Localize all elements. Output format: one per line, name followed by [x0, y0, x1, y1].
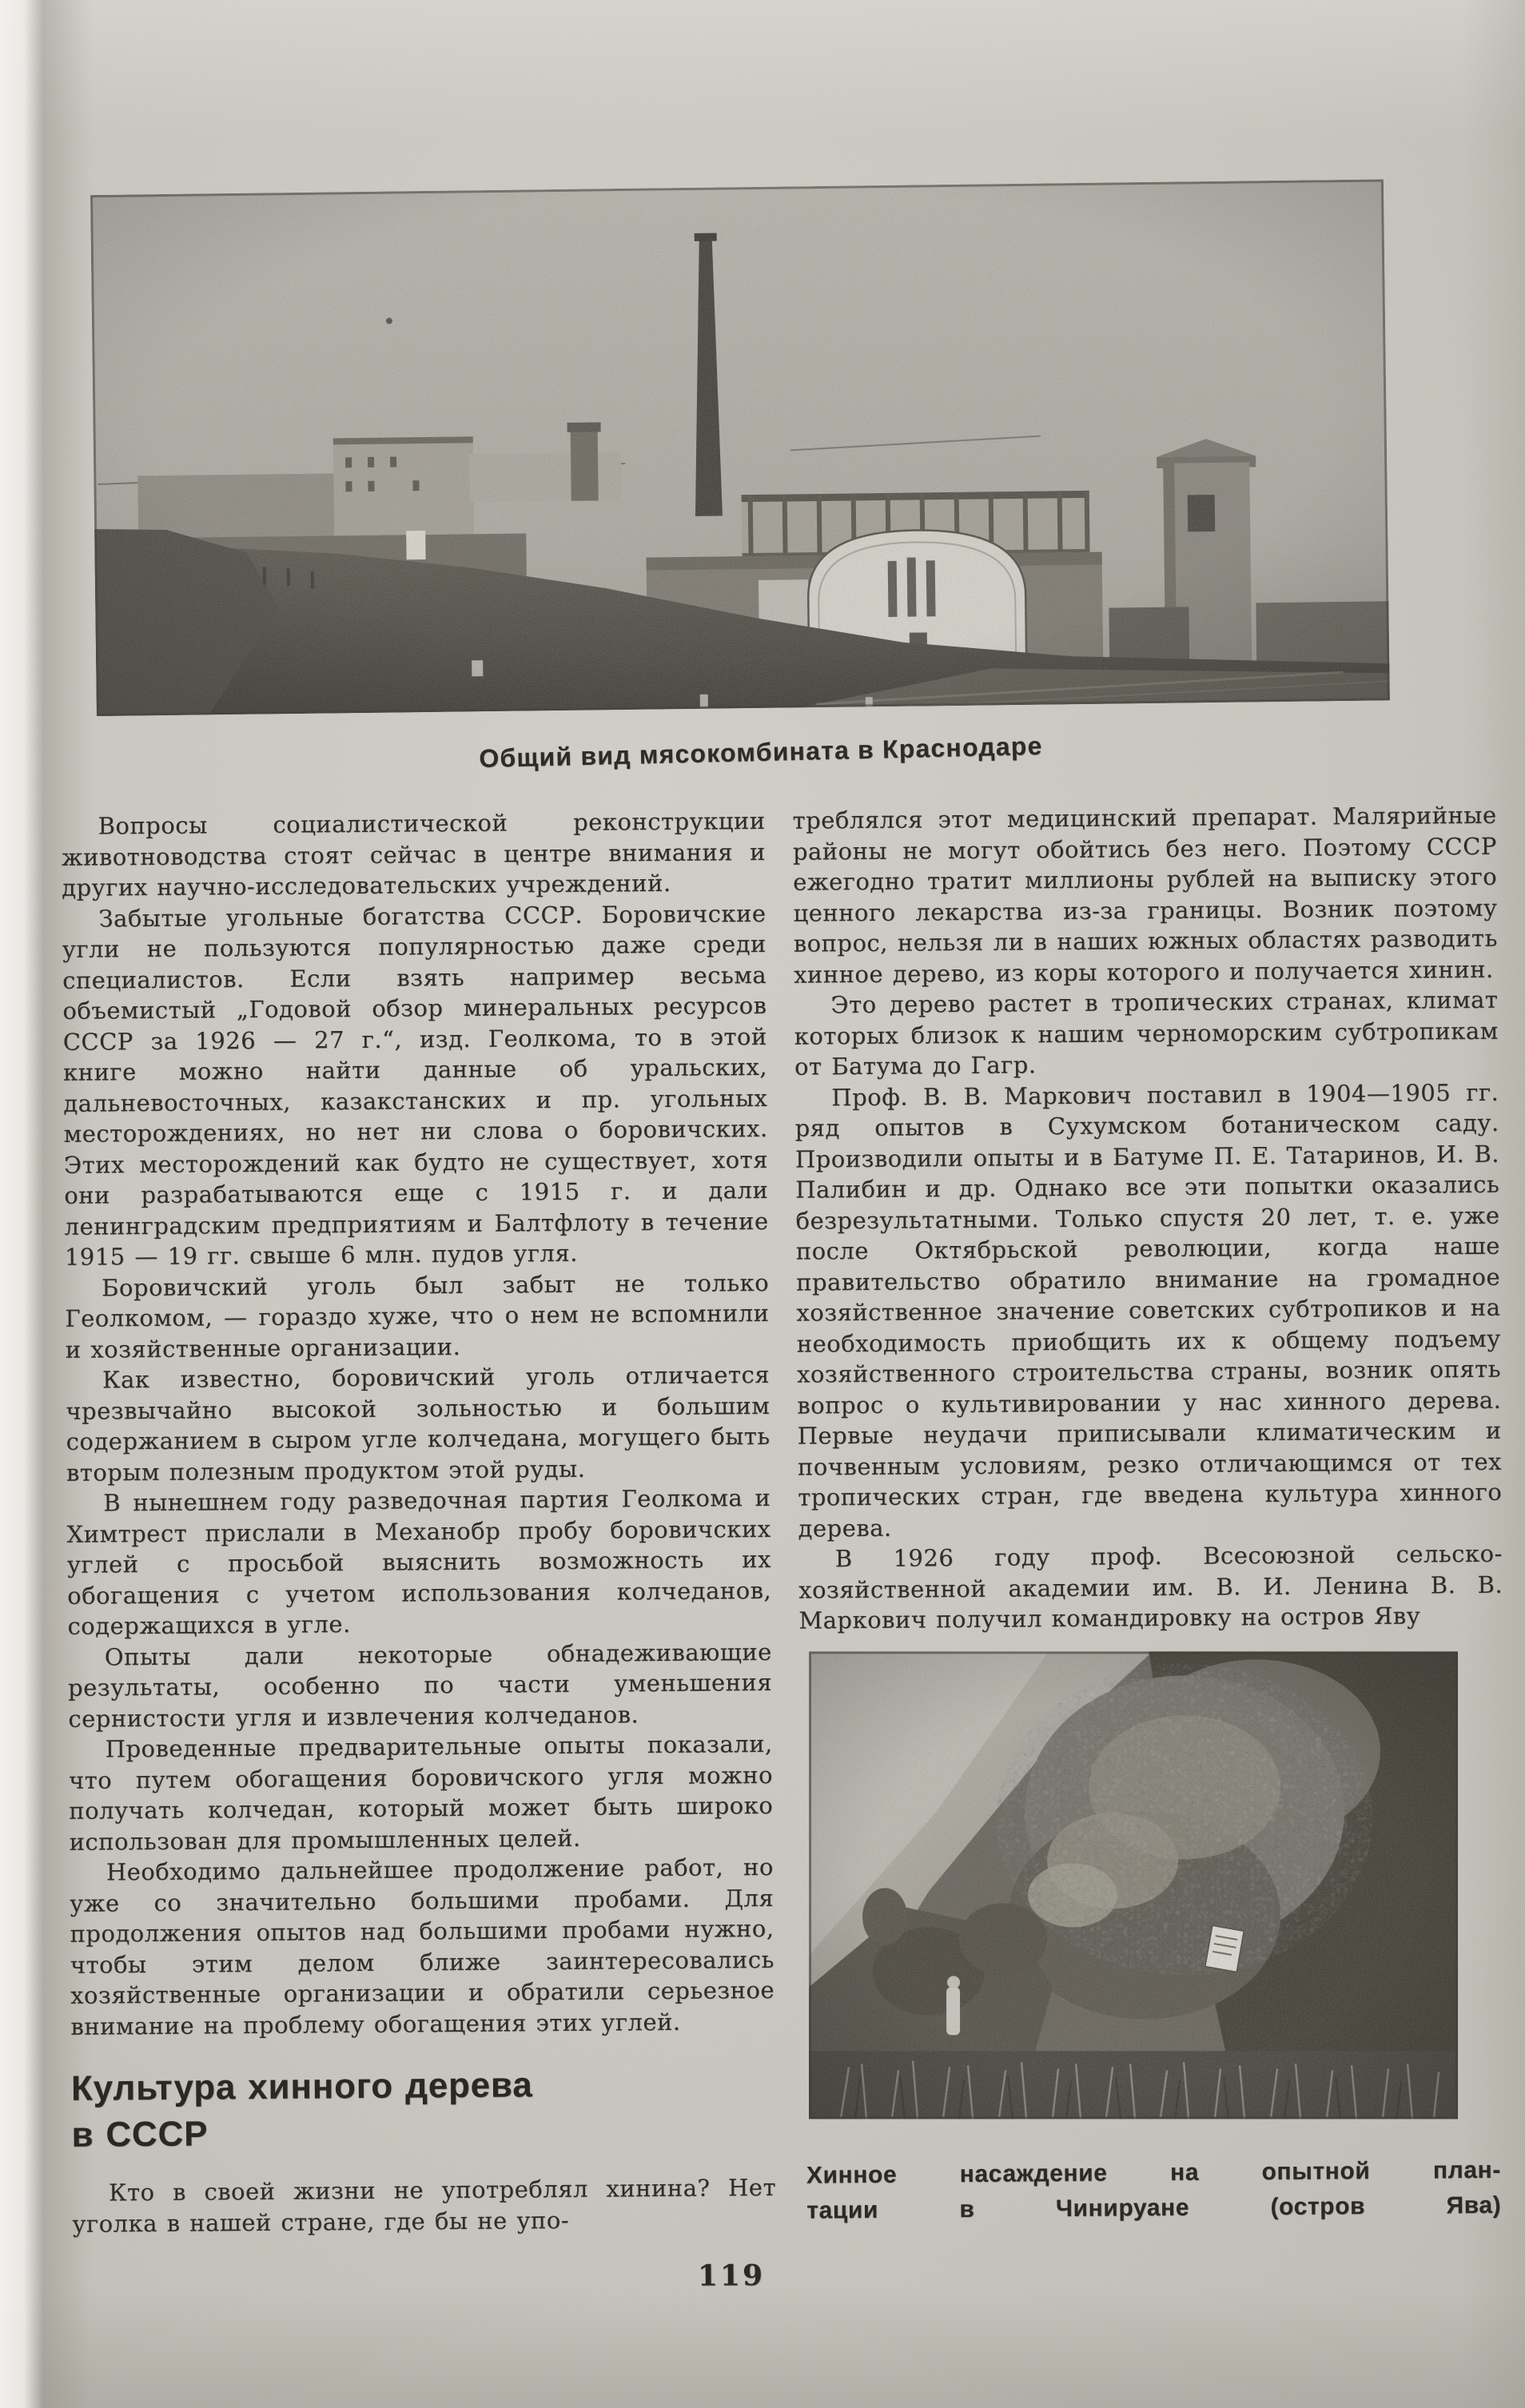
plantation-photo-illustration — [809, 1651, 1458, 2119]
paragraph: Боровичский уголь был забыт не только Геолкомом, — гораздо хуже, что о нем не вспомнили и хозяйственные организации. — [65, 1268, 770, 1363]
krasnodar-meat-plant-photo — [90, 179, 1390, 716]
paragraph: треблялся этот медицинский препарат. Малярийные районы не могут обойтись без него. Поэтому СССР ежегодно тратит миллионы рублей на выписку этого ценного лекарства из-за границы. Возник поэтому вопрос, нельзя ли в наших южных областях разводить хинное дерево, из коры которого и получается хинин. — [792, 801, 1498, 989]
right-column — [792, 800, 1507, 2234]
paragraph: Забытые угольные богатства СССР. Боровичские угли не пользуются популярностью даже среди специалистов. Если взять например весьма объемистый „Годовой обзор минеральных ресурсов СССР за 1926 — 27 г.“, изд. Геолкома, то в этой книге можно найти данные об уральских, дальневосточных, казакстанских и пр. угольных месторождениях, но нет ни слова о боровичских. Этих месторождений как будто не существует, хотя они разрабатываются еще с 1915 г. и дали ленинградским предприятиям и Балтфлоту в течение 1915 — 19 гг. свыше 6 млн. пудов угля. — [62, 899, 769, 1271]
text-columns — [61, 800, 1507, 2239]
left-column — [61, 806, 776, 2239]
paragraph: Необходимо дальнейшее продолжение работ, но уже со значительно большими пробами. Для продолжения опытов над большими пробами нужно, чтобы этим делом ближе заинтересовались хозяйственные организации и обратили серьезное внимание на проблему обогащения этих углей. — [70, 1853, 775, 2040]
bottom-photo-caption-line1: Хинное насаждение на опытной план- — [806, 2156, 1502, 2189]
page-number: 119 — [697, 2259, 766, 2293]
paragraph: Проведенные предварительные опыты показали, что путем обогащения боровичского угля можно получать колчедан, который может быть широко использован для промышленных целей. — [68, 1729, 774, 1856]
paragraph: В 1926 году проф. Всесоюзной сельско-хозяйственной академии им. В. И. Ленина В. В. Маркович получил командировку на остров Яву — [798, 1539, 1503, 1634]
paragraph: В нынешнем году разведочная партия Геолкома и Химтрест прислали в Механобр пробу боровичских углей с просьбой выяснить возможность их обогащения с учетом использования колчеданов, содержащихся в угле. — [66, 1483, 772, 1640]
paragraph: Кто в своей жизни не употреблял хинина? Нет уголка в нашей стране, где бы не упо- — [72, 2173, 777, 2238]
paragraph: Проф. В. В. Маркович поставил в 1904—1905 гг. ряд опытов в Сухумском ботаническом саду. Производили опыты и в Батуме П. Е. Татаринов, И. В. Палибин и др. Однако все эти попытки оказались безрезультатными. Только спустя 20 лет, т. е. уже после Октябрьской революции, когда наше правительство обратило внимание на громадное хозяйственное значение советских субтропиков и на необходимость приобщить их к общему подъему хозяйственного строительства страны, возник опять вопрос о культивировании у нас хинного дерева. Первые неудачи приписывали климатическим и почвенным условиям, резко отличающимся от тех тропических стран, где введена культура хинного дерева. — [794, 1078, 1503, 1542]
factory-photo-illustration — [90, 179, 1390, 716]
section-heading — [71, 2060, 776, 2159]
paragraph: Вопросы социалистической реконструкции животноводства стоят сейчас в центре внимания и других научно-исследовательских учреждений. — [61, 806, 766, 902]
bottom-photo-caption-line2: тации в Чинируане (остров Ява) — [806, 2191, 1502, 2224]
quinine-plantation-photo — [809, 1651, 1458, 2119]
paragraph: Опыты дали некоторые обнадеживающие результаты, особенно по части уменьшения сернистости угля и извлечения колчеданов. — [67, 1638, 773, 1733]
paragraph: Это дерево растет в тропических странах, климат которых близок к нашим черноморским субтропикам от Батума до Гагр. — [794, 985, 1499, 1081]
section-heading-line2: в СССР — [71, 2114, 209, 2155]
top-photo-caption: Общий вид мясокомбината в Краснодаре — [478, 731, 1043, 774]
section-heading-line1: Культура хинного дерева — [70, 2065, 533, 2108]
bottom-photo-caption — [806, 2152, 1502, 2228]
paragraph: Как известно, боровичский уголь отличается чрезвычайно высокой зольностью и большим содержанием в сыром угле колчедана, могущего быть вторым полезным продуктом этой руды. — [66, 1360, 770, 1487]
